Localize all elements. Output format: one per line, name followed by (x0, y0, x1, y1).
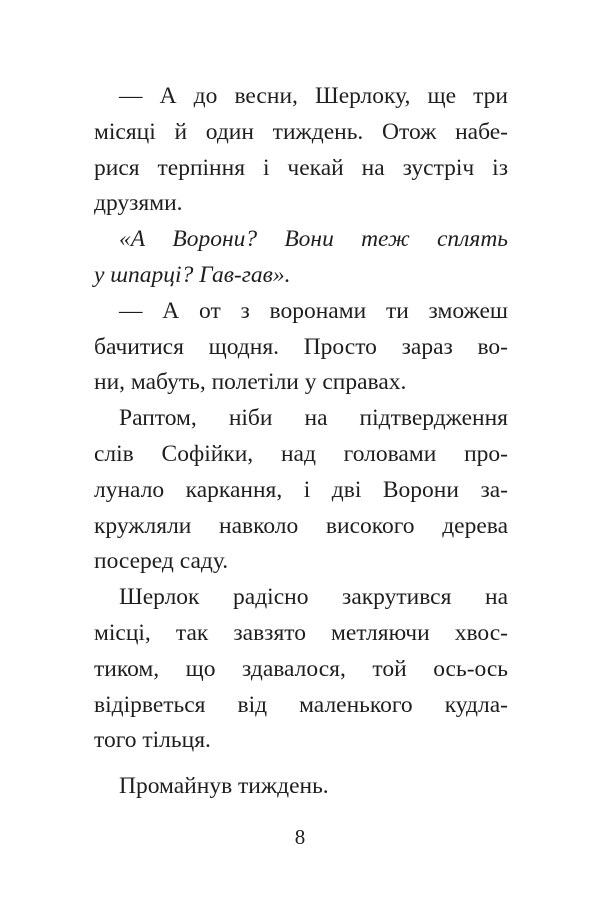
text-line: «А Ворони? Вони теж сплять (119, 226, 508, 253)
page-number: 8 (294, 825, 306, 849)
text-line: місці, так завзято метляючи хвос- (94, 619, 508, 646)
text-line: слів Софійки, над головами про- (94, 440, 508, 467)
paragraph (94, 401, 508, 580)
paragraph (94, 79, 508, 222)
text-line: друзями. (94, 190, 183, 217)
paragraph (94, 769, 508, 805)
paragraph (94, 294, 508, 401)
text-line: — А от з воронами ти зможеш (119, 297, 508, 324)
paragraph (94, 222, 508, 294)
text-line: Шерлок радісно закрутився на (119, 584, 508, 611)
text-line: лунало каркання, і дві Ворони за- (94, 476, 508, 503)
text-line: кружляли навколо високого дерева (94, 512, 508, 539)
text-line: тиком, що здавалося, той ось-ось (94, 655, 508, 682)
text-line: місяці й один тиждень. Отож набе- (94, 118, 508, 145)
text-line: відірветься від маленького кудла- (94, 691, 508, 718)
paragraph (94, 580, 508, 759)
page-body (94, 79, 508, 805)
text-line: у шпарці? Гав-гав». (94, 261, 291, 288)
text-line: Промайнув тиждень. (119, 773, 329, 800)
text-line: того тільця. (94, 727, 211, 754)
text-line: рися терпіння і чекай на зустріч із (94, 154, 508, 181)
text-line: посеред саду. (94, 548, 229, 575)
text-line: бачитися щодня. Просто зараз во- (94, 333, 508, 360)
text-line: ни, мабуть, полетіли у справах. (94, 369, 407, 396)
text-line: — А до весни, Шерлоку, ще три (119, 83, 508, 109)
text-line: Раптом, ніби на підтвердження (119, 405, 508, 432)
